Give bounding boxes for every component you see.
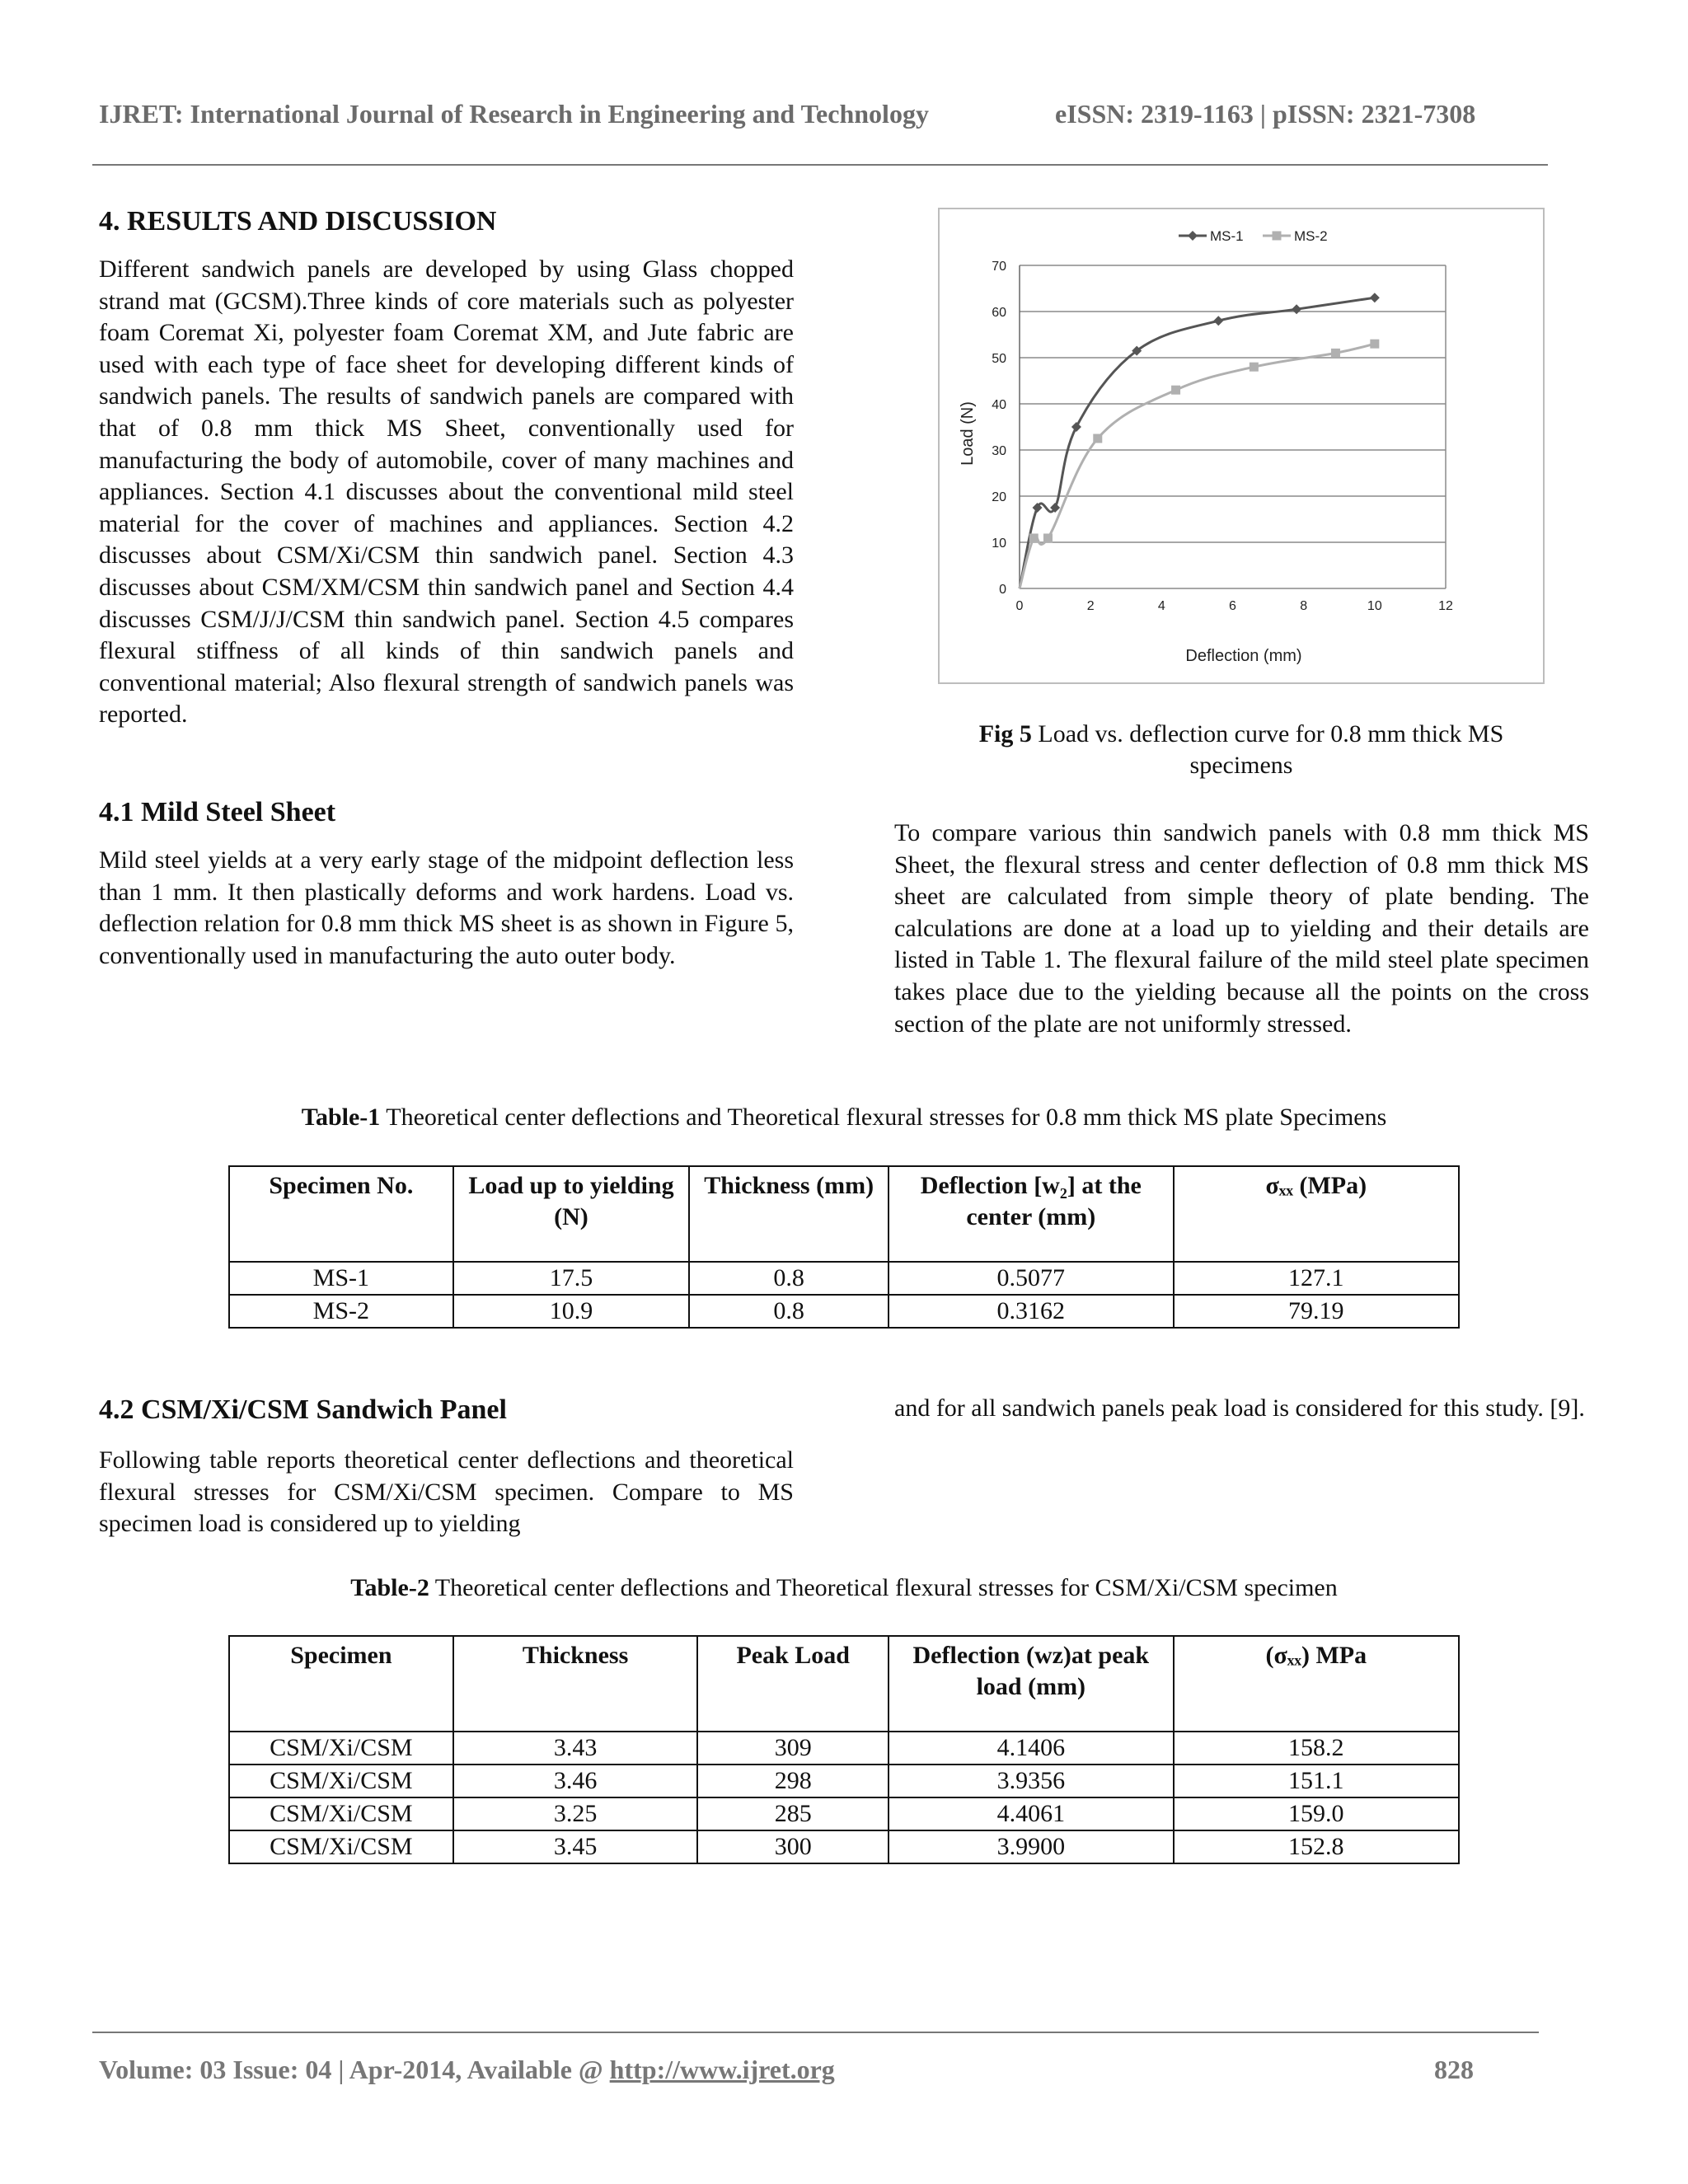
issn-info: eISSN: 2319-1163 | pISSN: 2321-7308 (1055, 99, 1476, 129)
footer-info (99, 2055, 835, 2085)
y-tick-label: 50 (992, 352, 1006, 366)
section-4-title: 4. RESULTS AND DISCUSSION (99, 206, 497, 237)
table-cell: 17.5 (453, 1262, 690, 1295)
footer-rule (92, 2032, 1539, 2033)
table-row (229, 1295, 1459, 1328)
table-cell: 3.45 (453, 1830, 698, 1863)
table-cell: 3.9356 (889, 1765, 1174, 1797)
y-tick-label: 70 (992, 260, 1006, 274)
table-cell: CSM/Xi/CSM (229, 1765, 453, 1797)
section-4-1-paragraph: Mild steel yields at a very early stage of the midpoint deflection less than 1 mm. It then plastically deforms and work hardens. Load vs. deflection relation for 0.8 mm thick MS sheet is as shown in Figure 5, conventionally used in manufacturing the auto outer body. (99, 846, 794, 969)
table-2-header: Peak Load (697, 1636, 889, 1732)
y-tick-label: 10 (992, 537, 1006, 551)
table-cell: CSM/Xi/CSM (229, 1797, 453, 1830)
table-cell: 0.8 (689, 1262, 889, 1295)
table-cell: 79.19 (1174, 1295, 1459, 1328)
table-cell: 3.43 (453, 1732, 698, 1765)
series-ms-1-line (1020, 298, 1375, 588)
page-number: 828 (1434, 2055, 1474, 2084)
table-1-header: Specimen No. (229, 1166, 453, 1262)
table-2-label: Table-2 (350, 1574, 429, 1601)
table-cell: 298 (697, 1765, 889, 1797)
section-4-2-title: 4.2 CSM/Xi/CSM Sandwich Panel (99, 1394, 507, 1425)
series-ms-1-point (1370, 293, 1380, 302)
figure-5-caption-text: Load vs. deflection curve for 0.8 mm thick MS specimens (1038, 720, 1504, 779)
series-ms-2-point (1370, 340, 1379, 349)
legend-ms-2-marker (1273, 232, 1282, 241)
right-column-paragraph: To compare various thin sandwich panels with 0.8 mm thick MS Sheet, the flexural stress and center deflection of 0.8 mm thick MS sheet are calculated from simple theory of plate bending. The calculations are done at a load up to yielding and their details are listed in Table 1. The flexural failure of the mild steel plate specimen takes place due to the yielding because all the points on the cross section of the plate are not uniformly stressed. (894, 819, 1589, 1038)
chart-legend (1179, 228, 1328, 244)
table-1-header: Thickness (mm) (689, 1166, 889, 1262)
series-ms-2-point (1029, 533, 1039, 542)
table-cell: CSM/Xi/CSM (229, 1732, 453, 1765)
table-1-header: Deflection [w₂] at the center (mm) (889, 1166, 1174, 1262)
table-cell: 151.1 (1174, 1765, 1459, 1797)
legend-ms-2-label: MS-2 (1294, 228, 1328, 244)
table-cell: 127.1 (1174, 1262, 1459, 1295)
y-axis-label: Load (N) (959, 401, 977, 466)
table-row (229, 1262, 1459, 1295)
table-cell: 3.25 (453, 1797, 698, 1830)
series-ms-1-point (1292, 304, 1301, 314)
table-cell: 0.3162 (889, 1295, 1174, 1328)
figure-5-chart-frame (938, 208, 1545, 684)
running-header (99, 99, 1566, 129)
table-row (229, 1765, 1459, 1797)
header-rule (92, 164, 1548, 166)
table-1-header: Load up to yielding (N) (453, 1166, 690, 1262)
x-tick-label: 4 (1157, 599, 1165, 613)
table-cell: 309 (697, 1732, 889, 1765)
footer-url-link[interactable]: http://www.ijret.org (609, 2055, 835, 2084)
chart-tick-labels (992, 260, 1453, 613)
y-tick-label: 60 (992, 306, 1006, 320)
series-ms-2-point (1250, 363, 1259, 372)
table-1-caption (99, 1102, 1589, 1133)
x-tick-label: 0 (1015, 599, 1024, 613)
series-ms-2-point (1043, 533, 1053, 542)
footer-volume: Volume: 03 Issue: 04 | Apr-2014, Available @ (99, 2055, 610, 2084)
table-cell: 10.9 (453, 1295, 690, 1328)
x-tick-label: 6 (1229, 599, 1236, 613)
table-cell: MS-2 (229, 1295, 453, 1328)
series-ms-1-point (1071, 422, 1081, 432)
table-cell: 0.5077 (889, 1262, 1174, 1295)
figure-5-label: Fig 5 (978, 720, 1032, 748)
series-ms-2-point (1331, 349, 1340, 358)
table-2-header: Deflection (wz)at peak load (mm) (889, 1636, 1174, 1732)
table-2-caption (99, 1572, 1589, 1604)
series-ms-1-point (1213, 316, 1223, 326)
table-2-header: Specimen (229, 1636, 453, 1732)
table-cell: 159.0 (1174, 1797, 1459, 1830)
table-2 (228, 1635, 1460, 1864)
table-cell: CSM/Xi/CSM (229, 1830, 453, 1863)
table-cell: 285 (697, 1797, 889, 1830)
journal-title: IJRET: International Journal of Research in Engineering and Technology (99, 99, 929, 129)
table-row (229, 1797, 1459, 1830)
chart-gridlines (1020, 265, 1446, 588)
section-4-1-title: 4.1 Mild Steel Sheet (99, 797, 336, 827)
table-1-caption-text: Theoretical center deflections and Theoretical flexural stresses for 0.8 mm thick MS plate Specimens (386, 1104, 1387, 1131)
legend-ms-1-label: MS-1 (1210, 228, 1244, 244)
section-4-2-continuation: and for all sandwich panels peak load is considered for this study. [9]. (894, 1394, 1585, 1422)
table-cell: 300 (697, 1830, 889, 1863)
x-tick-label: 2 (1086, 599, 1095, 613)
x-axis-label: Deflection (mm) (1185, 647, 1302, 665)
table-1 (228, 1165, 1460, 1329)
table-row (229, 1732, 1459, 1765)
section-4-paragraph: Different sandwich panels are developed by using Glass chopped strand mat (GCSM).Three kinds of core materials such as polyester foam Coremat Xi, polyester foam Coremat XM, and Jute fabric are used with each type of face sheet for developing different kinds of sandwich panels. The results of sandwich panels are compared with that of 0.8 mm thick MS Sheet, conventionally used for manufacturing the body of automobile, cover of many machines and appliances. Section 4.1 discusses about the conventional mild steel material for the cover of machines and appliances. Section 4.2 discusses about CSM/Xi/CSM thin sandwich panel. Section 4.3 discusses about CSM/XM/CSM thin sandwich panel and Section 4.4 discusses CSM/J/J/CSM thin sandwich panel. Section 4.5 compares flexural stiffness of all kinds of thin sandwich panels and conventional material; Also flexural strength of sandwich panels was reported. (99, 255, 794, 729)
y-tick-label: 20 (992, 490, 1006, 504)
y-tick-label: 0 (999, 583, 1006, 597)
series-ms-2-point (1171, 386, 1180, 395)
table-cell: 158.2 (1174, 1732, 1459, 1765)
table-cell: MS-1 (229, 1262, 453, 1295)
chart-axes (1020, 265, 1446, 588)
table-2-header: Thickness (453, 1636, 698, 1732)
series-ms-2-line (1020, 344, 1375, 588)
load-deflection-chart (940, 209, 1543, 682)
table-2-header: (σₓₓ) MPa (1174, 1636, 1459, 1732)
figure-5-caption (938, 719, 1545, 781)
table-cell: 4.1406 (889, 1732, 1174, 1765)
table-2-caption-text: Theoretical center deflections and Theoretical flexural stresses for CSM/Xi/CSM specimen (434, 1574, 1338, 1601)
table-cell: 152.8 (1174, 1830, 1459, 1863)
table-2-header-row (229, 1636, 1459, 1732)
table-cell: 3.9900 (889, 1830, 1174, 1863)
x-tick-label: 10 (1367, 599, 1382, 613)
legend-ms-1-marker (1188, 231, 1198, 241)
table-cell: 4.4061 (889, 1797, 1174, 1830)
table-cell: 0.8 (689, 1295, 889, 1328)
table-1-label: Table-1 (301, 1104, 381, 1131)
y-tick-label: 40 (992, 398, 1006, 412)
x-tick-label: 8 (1300, 599, 1308, 613)
section-4-2-paragraph: Following table reports theoretical center deflections and theoretical flexural stresses for CSM/Xi/CSM specimen. Compare to MS specimen load is considered up to yielding (99, 1446, 794, 1538)
table-row (229, 1830, 1459, 1863)
table-cell: 3.46 (453, 1765, 698, 1797)
x-tick-label: 12 (1438, 599, 1453, 613)
table-1-header: σₓₓ (MPa) (1174, 1166, 1459, 1262)
chart-series (1020, 293, 1380, 588)
y-tick-label: 30 (992, 444, 1006, 458)
table-1-header-row (229, 1166, 1459, 1262)
series-ms-2-point (1093, 434, 1102, 443)
